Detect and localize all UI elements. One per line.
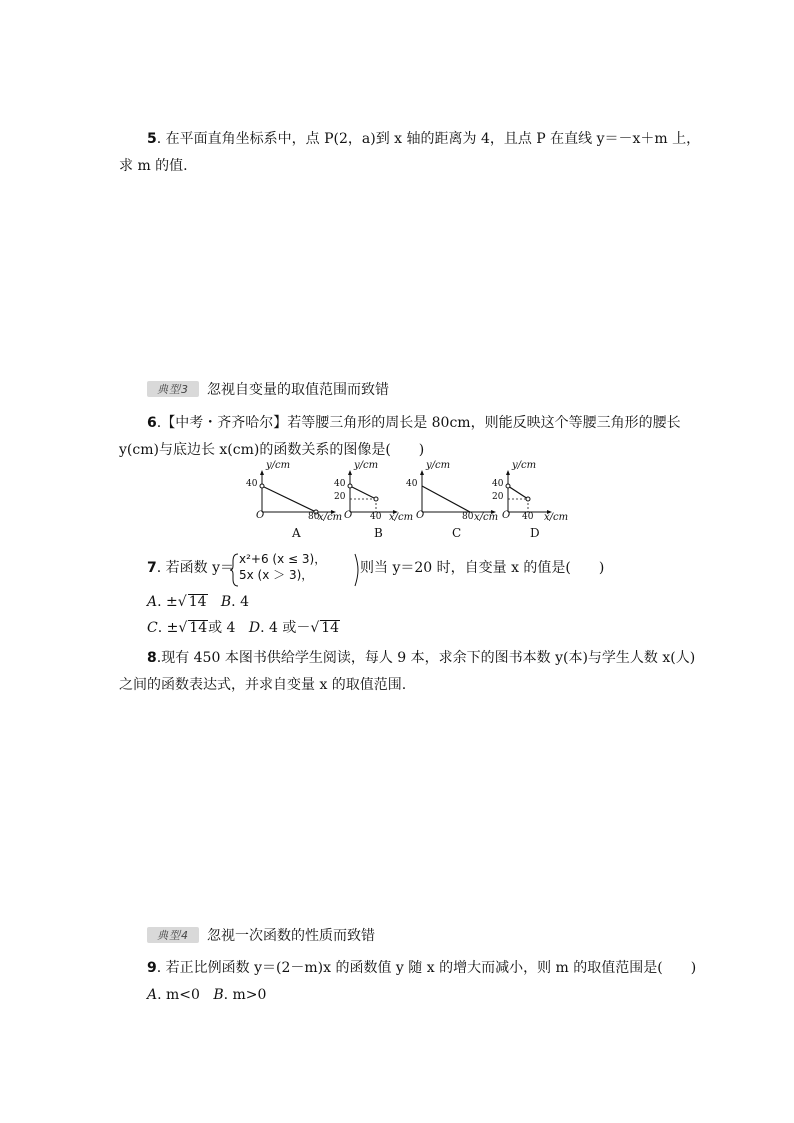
graph-d-xtick: 40: [522, 512, 534, 522]
q6-line-2: y(cm)与底边长 x(cm)的函数关系的图像是( ): [119, 442, 425, 458]
q7-options-ab: A. ±√ 14 B. 4: [147, 594, 249, 610]
q5-number: 5: [147, 131, 157, 147]
graph-b-xlabel: x/cm: [389, 512, 414, 523]
q7-opt-a-radicand: 14: [188, 594, 207, 610]
q8-line-2: 之间的函数表达式，并求自变量 x 的取值范围.: [119, 677, 407, 693]
graph-d-ytick-2: 20: [492, 492, 504, 502]
q5-line-2: 求 m 的值.: [119, 158, 188, 174]
graph-d-ytick: 40: [492, 479, 504, 489]
graph-b-origin: O: [344, 510, 353, 521]
graph-d-xlabel: x/cm: [544, 512, 569, 523]
graph-d-open-start: [506, 484, 510, 488]
graph-c-xtick: 80: [462, 512, 474, 522]
section-title: 忽视一次函数的性质而致错: [207, 928, 375, 944]
graph-b-ytick: 40: [334, 479, 346, 489]
q7-suffix: 则当 y＝20 时，自变量 x 的值是( ): [360, 560, 605, 576]
q9-line-1: 9. 若正比例函数 y＝(2－m)x 的函数值 y 随 x 的增大而减小，则 m 的取值范围是( ): [147, 960, 697, 976]
graph-a-line: [262, 486, 316, 512]
q6-line-1: 6.【中考・齐齐哈尔】若等腰三角形的周长是 80cm，则能反映这个等腰三角形的腰长: [147, 415, 681, 431]
graph-b-ytick-2: 20: [334, 492, 346, 502]
graph-c-ylabel: y/cm: [426, 460, 451, 471]
q5-line-1: 5. 在平面直角坐标系中，点 P(2，a)到 x 轴的距离为 4，且点 P 在直线 y＝－x＋m 上，: [147, 131, 701, 147]
q6-number: 6: [147, 415, 157, 431]
graph-option-b: [334, 460, 406, 540]
section-header-type3: [147, 379, 389, 399]
graph-b-line: [350, 486, 376, 499]
graph-option-c: [406, 460, 499, 540]
q7-prefix: 7. 若函数 y＝: [147, 560, 235, 576]
graph-d-label: D: [530, 526, 540, 540]
graph-b-xtick: 40: [370, 512, 382, 522]
graph-c-origin: O: [416, 510, 425, 521]
graph-a-xtick: 80: [308, 512, 320, 522]
q7-options-cd: C. ±√ 14或 4 D. 4 或－√ 14: [147, 620, 340, 636]
graph-a-ytick: 40: [246, 479, 258, 489]
graph-c-xlabel: x/cm: [474, 512, 499, 523]
graph-d-open-end: [526, 497, 530, 501]
graph-a-open-start: [260, 484, 264, 488]
graph-a-origin: O: [256, 510, 265, 521]
q9-number: 9: [147, 960, 157, 976]
section-header-type4: [147, 925, 375, 945]
graph-b-label: B: [374, 526, 383, 540]
section-badge: 典型3: [147, 381, 199, 397]
graph-b-ylabel: y/cm: [354, 460, 379, 471]
graph-b-open-end: [374, 497, 378, 501]
section-badge: 典型4: [147, 927, 199, 943]
q9-options: A. m<0 B. m>0: [147, 987, 267, 1003]
graph-c-label: C: [452, 526, 462, 540]
q7-number: 7: [147, 560, 157, 576]
graph-a-xlabel: x/cm: [318, 512, 343, 523]
graph-d-origin: O: [502, 510, 511, 521]
q8-number: 8: [147, 650, 157, 666]
q7-opt-c-radicand: 14: [189, 620, 208, 636]
section-title: 忽视自变量的取值范围而致错: [207, 382, 389, 398]
graph-option-d: [492, 460, 584, 540]
q7-piece-2: 5x (x ＞ 3)，: [239, 568, 314, 582]
q8-line-1: 8.现有 450 本图书供给学生阅读，每人 9 本，求余下的图书本数 y(本)与学生人数 x(人): [147, 650, 696, 666]
graph-d-line: [508, 486, 528, 499]
graph-c-line: [422, 486, 470, 512]
q7-opt-d-radicand: 14: [321, 620, 340, 636]
graph-a-ylabel: y/cm: [266, 460, 291, 471]
q7-piece-1: x²+6 (x ≤ 3)，: [239, 552, 327, 566]
graph-d-ylabel: y/cm: [512, 460, 537, 471]
graph-b-open-start: [348, 484, 352, 488]
graph-c-ytick: 40: [406, 479, 418, 489]
graph-a-label: A: [292, 526, 301, 540]
